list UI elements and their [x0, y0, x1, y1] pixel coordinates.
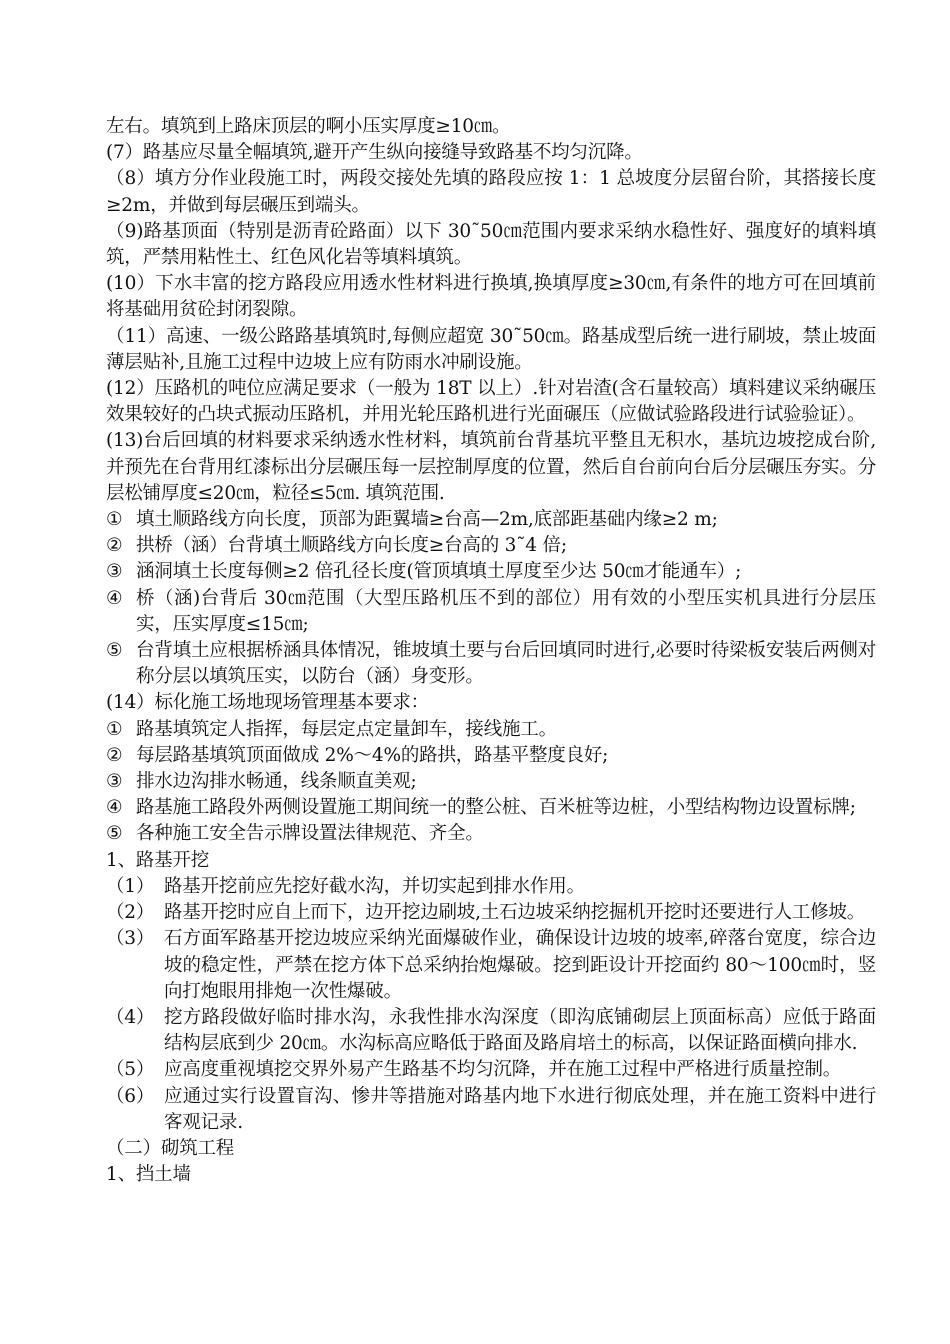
item-text: 每层路基填筑顶面做成 2%～4%的路拱，路基平整度良好;: [136, 744, 609, 766]
list-item: [106, 743, 876, 769]
item-text: 路基开挖前应先挖好截水沟，并切实起到排水作用。: [164, 875, 585, 897]
paragraph: (14）标化施工场地现场管理基本要求：: [106, 692, 429, 714]
list-item: [106, 638, 876, 690]
item-number: （1）: [106, 875, 155, 897]
item-text: 应高度重视填挖交界外易产生路基不均匀沉降，并在施工过程中严格进行质量控制。: [164, 1059, 842, 1081]
item-number: ⑤: [106, 823, 123, 845]
item-number: （5）: [106, 1059, 155, 1081]
item-text: 涵洞填土长度每侧≥2 倍孔径长度(管顶填填土厚度至少达 50㎝才能通车）;: [136, 561, 742, 583]
section-heading: 1、路基开挖: [106, 849, 210, 871]
item-number: ①: [106, 718, 123, 740]
list-item: [106, 821, 876, 847]
paragraph: 左右。填筑到上路床顶层的啊小压实厚度≥10㎝。: [106, 116, 511, 137]
item-text: 桥（涵)台背后 30㎝范围（大型压路机压不到的部位）用有效的小型压实机具进行分层压实，压实厚度≤15㎝;: [136, 587, 876, 635]
item-text: 拱桥（涵）台背填土顺路线方向长度≥台高的 3˜4 倍;: [136, 535, 567, 557]
item-number: ②: [106, 744, 123, 766]
list-item: [106, 533, 876, 559]
item-text: 台背填土应根据桥涵具体情况，锥坡填土要与台后回填同时进行,必要时待梁板安装后两侧对称分层以填筑压实，以防台（涵）身变形。: [136, 640, 876, 688]
paragraph: (10）下水丰富的挖方路段应用透水性材料进行换填,换填厚度≥30㎝,有条件的地方可在回填前将基础用贫砼封闭裂隙。: [106, 273, 876, 321]
item-text: 各种施工安全告示牌设置法律规范、齐全。: [136, 823, 484, 845]
list-item: [106, 586, 876, 638]
item-number: ④: [106, 797, 123, 819]
item-text: 路基填筑定人指挥，每层定点定量卸车，接线施工。: [136, 718, 557, 740]
list-item: [106, 874, 876, 900]
item-text: 路基开挖时应自上而下，边开挖边刷坡,土石边坡采纳挖掘机开挖时还要进行人工修坡。: [164, 902, 866, 924]
paragraph: （9)路基顶面（特别是沥青砼路面）以下 30˜50㎝范围内要求采纳水稳性好、强度好的填料填筑，严禁用粘性土、红色风化岩等填料填筑。: [106, 220, 876, 269]
list-item: [106, 1057, 876, 1083]
item-number: ⑤: [106, 640, 123, 662]
section-heading: （二）砌筑工程: [106, 1137, 235, 1159]
item-number: ③: [106, 561, 123, 583]
paragraph: （11）高速、一级公路路基填筑时,每侧应超宽 30˜50㎝。路基成型后统一进行刷坡，禁止坡面薄层贴补,且施工过程中边坡上应有防雨水冲刷设施。: [106, 325, 876, 373]
item-number: （3）: [106, 928, 155, 950]
paragraph: (12）压路机的吨位应满足要求（一般为 18T 以上）.针对岩渣(含石量较高）填料建议采纳碾压效果较好的凸块式振动压路机，并用光轮压路机进行光面碾压（应做试验路段进行试验验证）。: [106, 378, 876, 426]
item-number: （6）: [106, 1085, 155, 1107]
list-item: [106, 1005, 876, 1057]
item-number: ①: [106, 509, 123, 531]
list-item: [106, 1084, 876, 1136]
item-number: ③: [106, 771, 123, 793]
item-text: 应通过实行设置盲沟、惨井等措施对路基内地下水进行彻底处理，并在施工资料中进行客观记录.: [164, 1085, 876, 1133]
paragraph: （8）填方分作业段施工时，两段交接处先填的路段应按 1：1 总坡度分层留台阶，其搭接长度≥2m，并做到每层碾压到端头。: [106, 168, 876, 216]
list-item: [106, 717, 876, 743]
item-text: 路基施工路段外两侧设置施工期间统一的整公桩、百米桩等边桩，小型结构物边设置标牌;: [136, 797, 856, 819]
list-item: [106, 769, 876, 795]
item-text: 石方面军路基开挖边坡应采纳光面爆破作业，确保设计边坡的坡率,碎落台宽度，综合边坡的稳定性，严禁在挖方体下总采纳抬炮爆破。挖到距设计开挖面约 80～100㎝时，竖向打炮眼用排炮一次性爆破。: [164, 928, 876, 1002]
paragraph: (13)台后回填的材料要求采纳透水性材料，填筑前台背基坑平整且无积水，基坑边坡挖成台阶,并预先在台背用红漆标出分层碾压每一层控制厚度的位置，然后自台前向台后分层碾压夯实。分层松铺厚度≤20㎝，粒径≤5㎝. 填筑范围.: [106, 430, 876, 504]
item-number: ④: [106, 587, 123, 609]
document-body: [106, 114, 876, 1188]
list-item: [106, 507, 876, 533]
list-item: [106, 795, 876, 821]
item-text: 挖方路段做好临时排水沟，永我性排水沟深度（即沟底铺砌层上顶面标高）应低于路面结构层底到少 20㎝。水沟标高应略低于路面及路肩培土的标高，以保证路面横向排水.: [164, 1006, 876, 1055]
item-text: 排水边沟排水畅通，线条顺直美观;: [136, 771, 417, 793]
section-heading: 1、挡土墙: [106, 1164, 191, 1186]
list-item: [106, 900, 876, 926]
item-number: （2）: [106, 902, 155, 924]
paragraph: (7）路基应尽量全幅填筑,避开产生纵向接缝导致路基不均匀沉降。: [106, 142, 643, 164]
item-text: 填土顺路线方向长度，顶部为距翼墙≥台高—2m,底部距基础内缘≥2 m;: [136, 509, 718, 531]
item-number: ②: [106, 535, 123, 557]
list-item: [106, 559, 876, 585]
item-number: （4）: [106, 1006, 155, 1028]
list-item: [106, 926, 876, 1005]
